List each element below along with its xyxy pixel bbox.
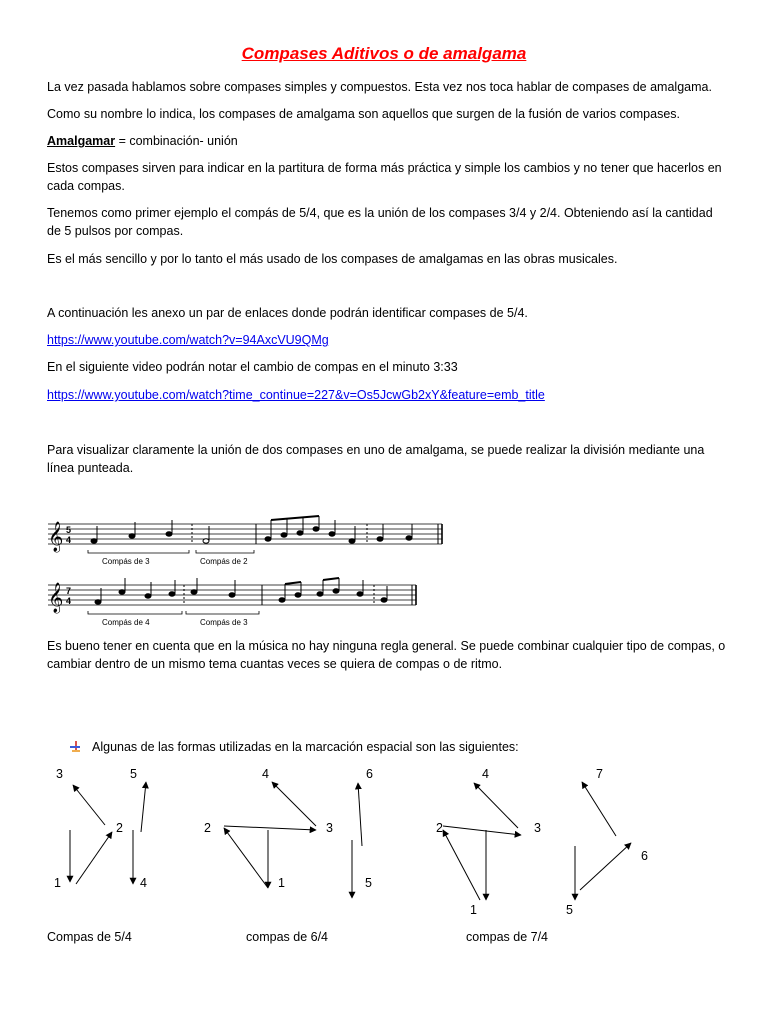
- d74-label-4: 4: [482, 767, 489, 781]
- caption-7-4: compas de 7/4: [466, 930, 548, 944]
- d64-label-2: 2: [204, 821, 211, 835]
- svg-text:7: 7: [66, 586, 72, 596]
- d74-label-1: 1: [470, 903, 477, 917]
- paragraph-example: Tenemos como primer ejemplo el compás de 5/4, que es la unión de los compases 3/4 y 2/4. Obteniendo así la cantidad de 5 pulsos por compas.: [47, 206, 713, 238]
- paragraph-purpose: Estos compases sirven para indicar en la partitura de forma más práctica y simple los cambios y no tener que hacerlos en cada compas.: [47, 161, 722, 193]
- youtube-link-2[interactable]: https://www.youtube.com/watch?time_continue=227&v=Os5JcwGb2xY&feature=emb_title: [47, 388, 545, 402]
- d54-label-4: 4: [140, 876, 147, 890]
- d54-label-3: 3: [56, 767, 63, 781]
- d64-label-6: 6: [366, 767, 373, 781]
- d64-label-3: 3: [326, 821, 333, 835]
- paragraph-video-note: En el siguiente video podrán notar el cambio de compas en el minuto 3:33: [47, 360, 458, 374]
- paragraph-dotted-line: Para visualizar claramente la unión de dos compases en uno de amalgama, se puede realizar la división mediante una línea punteada.: [47, 443, 705, 475]
- d74-label-6: 6: [641, 849, 648, 863]
- bullet-text: Algunas de las formas utilizadas en la marcación espacial son las siguientes:: [92, 740, 519, 754]
- paragraph-amalgamar: [47, 132, 727, 150]
- paragraph-most-used: Es el más sencillo y por lo tanto el más usado de los compases de amalgamas en las obras musicales.: [47, 252, 618, 266]
- d64-label-1: 1: [278, 876, 285, 890]
- score-label-2a: Compás de 4: [102, 618, 150, 627]
- youtube-link-1[interactable]: https://www.youtube.com/watch?v=94AxcVU9QMg: [47, 333, 329, 347]
- svg-text:𝄞: 𝄞: [48, 582, 64, 612]
- svg-text:5: 5: [66, 525, 72, 535]
- d64-label-5: 5: [365, 876, 372, 890]
- d54-label-5: 5: [130, 767, 137, 781]
- svg-text:4: 4: [66, 535, 72, 545]
- page-title: Compases Aditivos o de amalgama: [241, 44, 527, 63]
- paragraph-intro: La vez pasada hablamos sobre compases simples y compuestos. Esta vez nos toca hablar de compases de amalgama.: [47, 80, 712, 94]
- svg-text:𝄞: 𝄞: [48, 521, 64, 551]
- term-definition: = combinación- unión: [115, 134, 238, 148]
- d74-label-2: 2: [436, 821, 443, 835]
- music-score-image: [44, 514, 448, 630]
- caption-6-4: compas de 6/4: [246, 930, 328, 944]
- d64-label-4: 4: [262, 767, 269, 781]
- term-amalgamar: Amalgamar: [47, 134, 116, 148]
- conducting-diagrams: [0, 760, 768, 930]
- paragraph-no-rule: Es bueno tener en cuenta que en la música no hay ninguna regla general. Se puede combinar cualquier tipo de compas, o cambiar dentro de un mismo tema cuantas veces se quiera de compas o de ritmo.: [47, 639, 726, 671]
- score-label-1b: Compás de 2: [200, 557, 248, 566]
- d54-label-2: 2: [116, 821, 123, 835]
- bullet-icon: [70, 741, 82, 753]
- paragraph-definition: Como su nombre lo indica, los compases de amalgama son aquellos que surgen de la fusión de varios compases.: [47, 107, 680, 121]
- d54-label-1: 1: [54, 876, 61, 890]
- score-label-1a: Compás de 3: [102, 557, 150, 566]
- d74-label-5: 5: [566, 903, 573, 917]
- paragraph-links-intro: A continuación les anexo un par de enlaces donde podrán identificar compases de 5/4.: [47, 306, 528, 320]
- d74-label-7: 7: [596, 767, 603, 781]
- score-label-2b: Compás de 3: [200, 618, 248, 627]
- d74-label-3: 3: [534, 821, 541, 835]
- caption-5-4: Compas de 5/4: [47, 930, 132, 944]
- svg-text:4: 4: [66, 596, 72, 606]
